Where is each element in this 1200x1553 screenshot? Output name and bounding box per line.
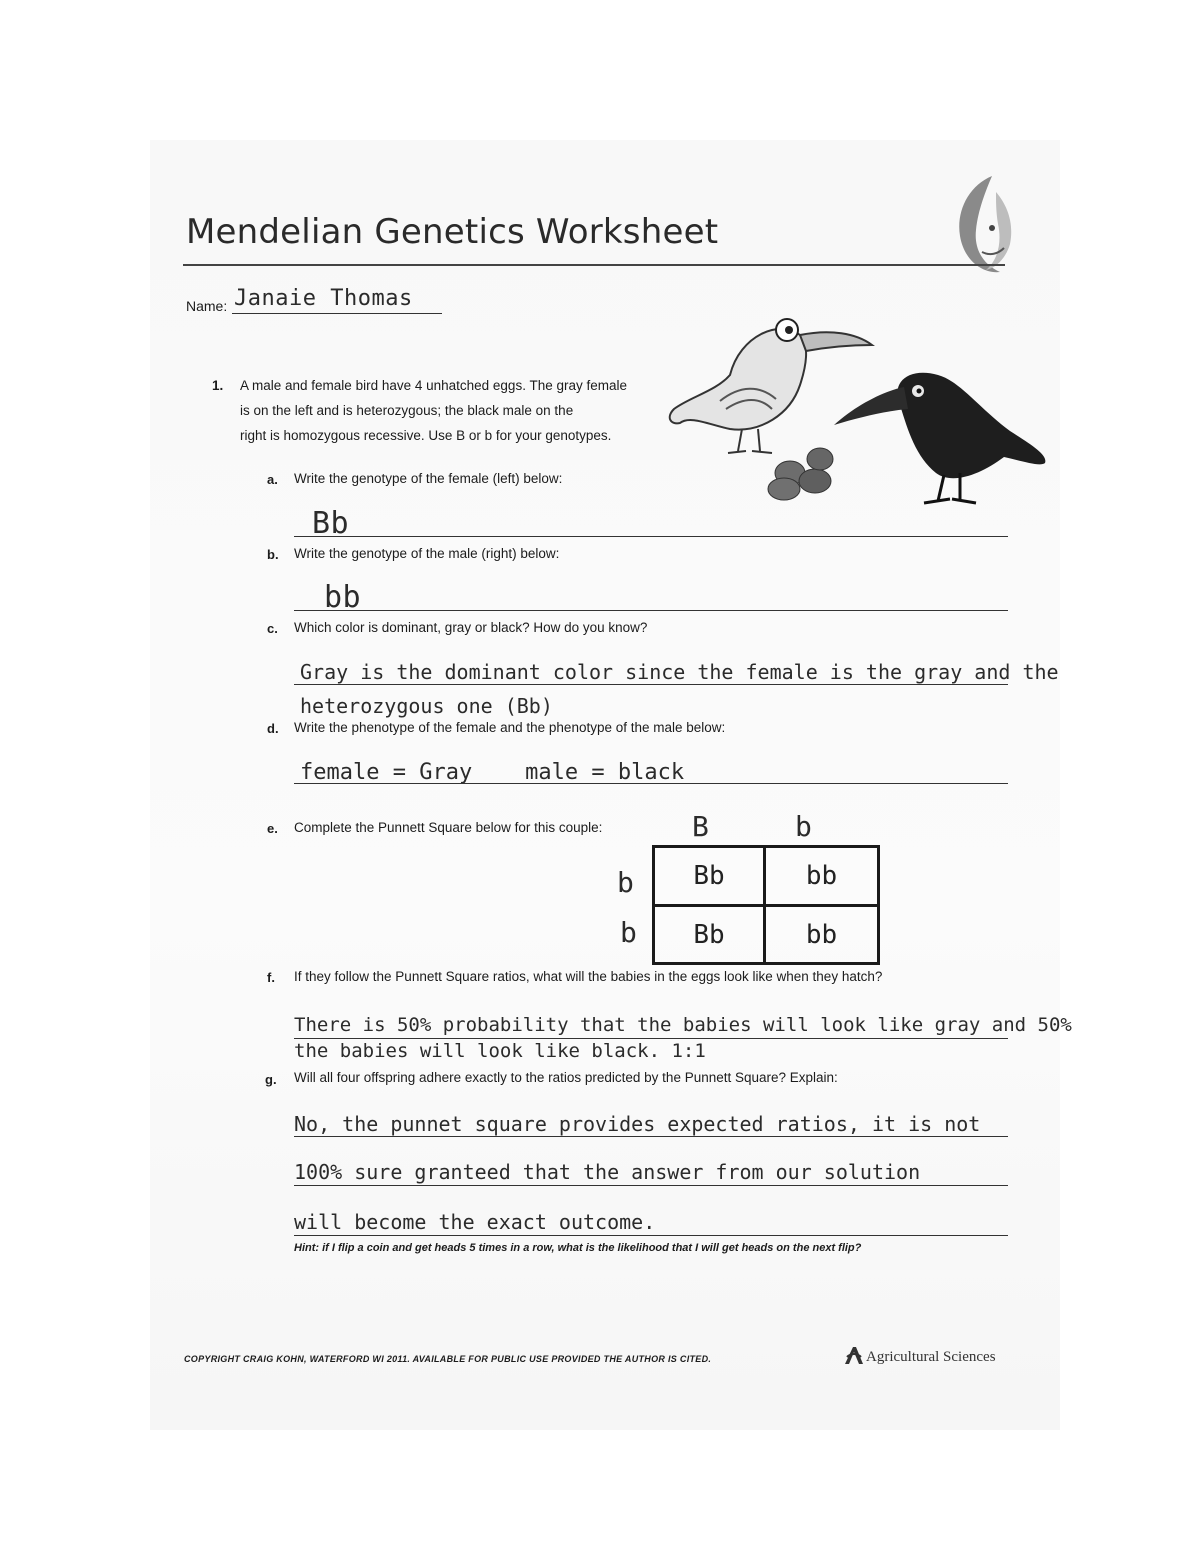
item-marker: f. (267, 970, 275, 985)
item-marker: d. (267, 721, 279, 736)
answer-text: heterozygous one (Bb) (300, 694, 553, 718)
question-prompt-line: right is homozygous recessive. Use B or b for your genotypes. (240, 428, 612, 443)
answer-line (294, 684, 1008, 685)
item-question: Complete the Punnett Square below for this couple: (294, 820, 603, 835)
name-label: Name: (186, 298, 228, 314)
item-question: Write the genotype of the female (left) below: (294, 471, 563, 486)
answer-text: Bb (312, 506, 350, 541)
page-title: Mendelian Genetics Worksheet (186, 212, 719, 252)
item-marker: g. (265, 1072, 277, 1087)
punnett-square (652, 845, 880, 965)
agricultural-sciences-logo-icon (843, 1345, 865, 1365)
punnett-cell: bb (805, 861, 838, 891)
answer-text: the babies will look like black. 1:1 (294, 1040, 706, 1062)
punnett-top-allele: B (692, 810, 710, 843)
item-marker: a. (267, 472, 278, 487)
item-question: Write the phenotype of the female and the phenotype of the male below: (294, 720, 726, 735)
name-underline (232, 313, 442, 314)
answer-line (294, 1185, 1008, 1186)
answer-text: No, the punnet square provides expected ratios, it is not (294, 1112, 981, 1136)
eggs-icon (768, 448, 833, 500)
item-question: Which color is dominant, gray or black? How do you know? (294, 620, 648, 635)
footer-copyright: COPYRIGHT CRAIG KOHN, WATERFORD WI 2011. AVAILABLE FOR PUBLIC USE PROVIDED THE AUTHOR IS CITED. (184, 1354, 712, 1364)
item-question: If they follow the Punnett Square ratios, what will the babies in the eggs look like when they hatch? (294, 969, 883, 984)
answer-text: will become the exact outcome. (294, 1210, 656, 1234)
answer-text: bb (324, 580, 362, 615)
question-prompt-line: A male and female bird have 4 unhatched eggs. The gray female (240, 378, 627, 393)
answer-line (294, 1235, 1008, 1236)
black-bird-icon (834, 373, 1045, 503)
worksheet-logo (952, 172, 1022, 278)
answer-line (294, 783, 1008, 784)
hint-text: Hint: if I flip a coin and get heads 5 times in a row, what is the likelihood that I will get heads on the next flip? (294, 1242, 862, 1254)
answer-text: female = Gray male = black (300, 760, 685, 785)
punnett-cell: Bb (693, 861, 725, 891)
answer-text: Gray is the dominant color since the female is the gray and the (300, 660, 1059, 684)
punnett-side-allele: b (617, 866, 635, 899)
punnett-side-allele: b (620, 916, 638, 949)
item-marker: b. (267, 547, 279, 562)
answer-text: There is 50% probability that the babies will look like gray and 50% (294, 1014, 1072, 1036)
answer-text: 100% sure granteed that the answer from our solution (294, 1160, 921, 1184)
item-question: Write the genotype of the male (right) below: (294, 546, 560, 561)
punnett-cell: Bb (693, 919, 725, 950)
name-value: Janaie Thomas (234, 286, 413, 311)
gray-bird-icon (670, 319, 872, 453)
answer-line (294, 1038, 1008, 1039)
footer-brand: Agricultural Sciences (866, 1349, 996, 1365)
item-question: Will all four offspring adhere exactly to the ratios predicted by the Punnett Square? Explain: (294, 1070, 838, 1085)
answer-line (294, 536, 1008, 537)
item-marker: e. (267, 821, 278, 836)
question-number: 1. (212, 378, 224, 393)
birds-illustration (660, 305, 1055, 515)
answer-line (294, 610, 1008, 611)
title-divider (183, 264, 1005, 266)
answer-line (294, 1136, 1008, 1137)
item-marker: c. (267, 621, 278, 636)
punnett-cell: bb (805, 919, 838, 950)
punnett-top-allele: b (795, 810, 813, 843)
question-prompt-line: is on the left and is heterozygous; the black male on the (240, 403, 574, 418)
